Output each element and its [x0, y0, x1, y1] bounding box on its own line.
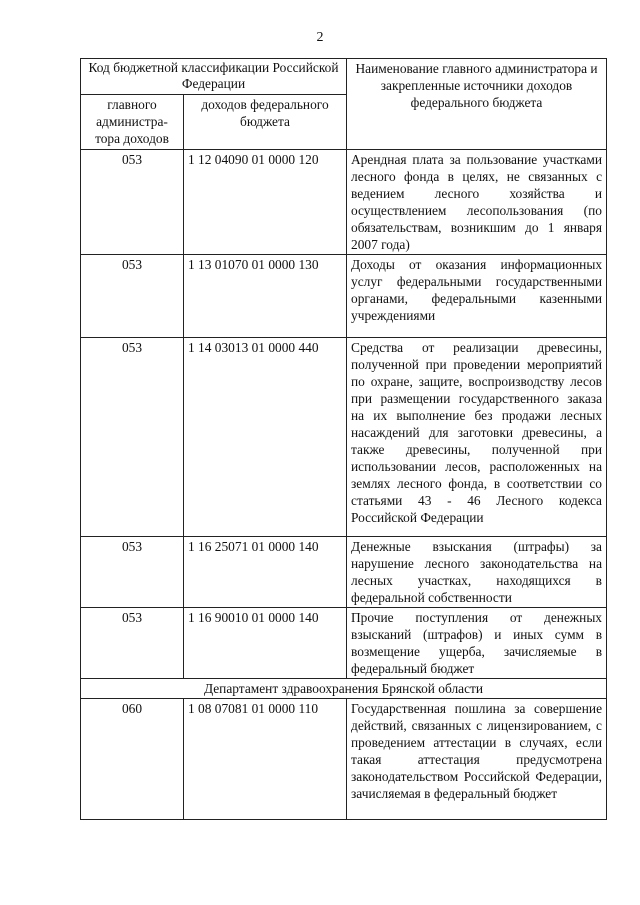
admin-code-cell: 053	[81, 150, 184, 255]
header-administrator-name: Наименование главного администратора и закрепленные источники доходов федерального бюджета	[347, 59, 607, 150]
admin-code-cell: 053	[81, 537, 184, 608]
section-header-row	[81, 679, 607, 699]
admin-code-cell: 060	[81, 699, 184, 820]
description-cell: Денежные взыскания (штрафы) за нарушение лесного законодательства на лесных участках, находящихся в федеральной собственности	[347, 537, 607, 608]
description-cell: Государственная пошлина за совершение действий, связанных с лицензированием, с проведением аттестации в случаях, если такая аттестация предусмотрена законодательством Российской Федерации, зачисляемая в федеральный бюджет	[347, 699, 607, 820]
description-cell: Арендная плата за пользование участками лесного фонда в целях, не связанных с ведением лесного хозяйства и осуществлением лесопользования (по обязательствам, возникшим до 1 января 2007 года)	[347, 150, 607, 255]
admin-code-cell: 053	[81, 255, 184, 338]
income-code-cell: 1 13 01070 01 0000 130	[184, 255, 347, 338]
income-code-cell: 1 08 07081 01 0000 110	[184, 699, 347, 820]
table-row	[81, 608, 607, 679]
table-row	[81, 537, 607, 608]
description-cell: Средства от реализации древесины, полученной при проведении мероприятий по охране, защите, воспроизводству лесов при размещении государственного заказа на их выполнение без продажи лесных насаждений для заготовки древесины, а также древесины, полученной при использовании лесов, расположенных на землях лесного фонда, в соответствии со статьями 43 - 46 Лесного кодекса Российской Федерации	[347, 338, 607, 537]
income-code-cell: 1 12 04090 01 0000 120	[184, 150, 347, 255]
admin-code-cell: 053	[81, 338, 184, 537]
description-cell: Доходы от оказания информационных услуг федеральными государственными органами, федеральными казенными учреждениями	[347, 255, 607, 338]
table-row	[81, 699, 607, 820]
page-number: 2	[316, 30, 324, 45]
income-code-cell: 1 16 25071 01 0000 140	[184, 537, 347, 608]
table-header-row	[81, 59, 607, 95]
header-admin-code: главного администра-тора доходов	[81, 95, 184, 150]
table-row	[81, 150, 607, 255]
table-row	[81, 338, 607, 537]
table-row	[81, 255, 607, 338]
header-income-code: доходов федерального бюджета	[184, 95, 347, 150]
income-code-cell: 1 16 90010 01 0000 140	[184, 608, 347, 679]
budget-classification-table	[80, 58, 607, 820]
description-cell: Прочие поступления от денежных взысканий (штрафов) и иных сумм в возмещение ущерба, зачисляемые в федеральный бюджет	[347, 608, 607, 679]
income-code-cell: 1 14 03013 01 0000 440	[184, 338, 347, 537]
section-title: Департамент здравоохранения Брянской области	[81, 679, 607, 699]
header-classification-code: Код бюджетной классификации Российской Федерации	[81, 59, 347, 95]
admin-code-cell: 053	[81, 608, 184, 679]
